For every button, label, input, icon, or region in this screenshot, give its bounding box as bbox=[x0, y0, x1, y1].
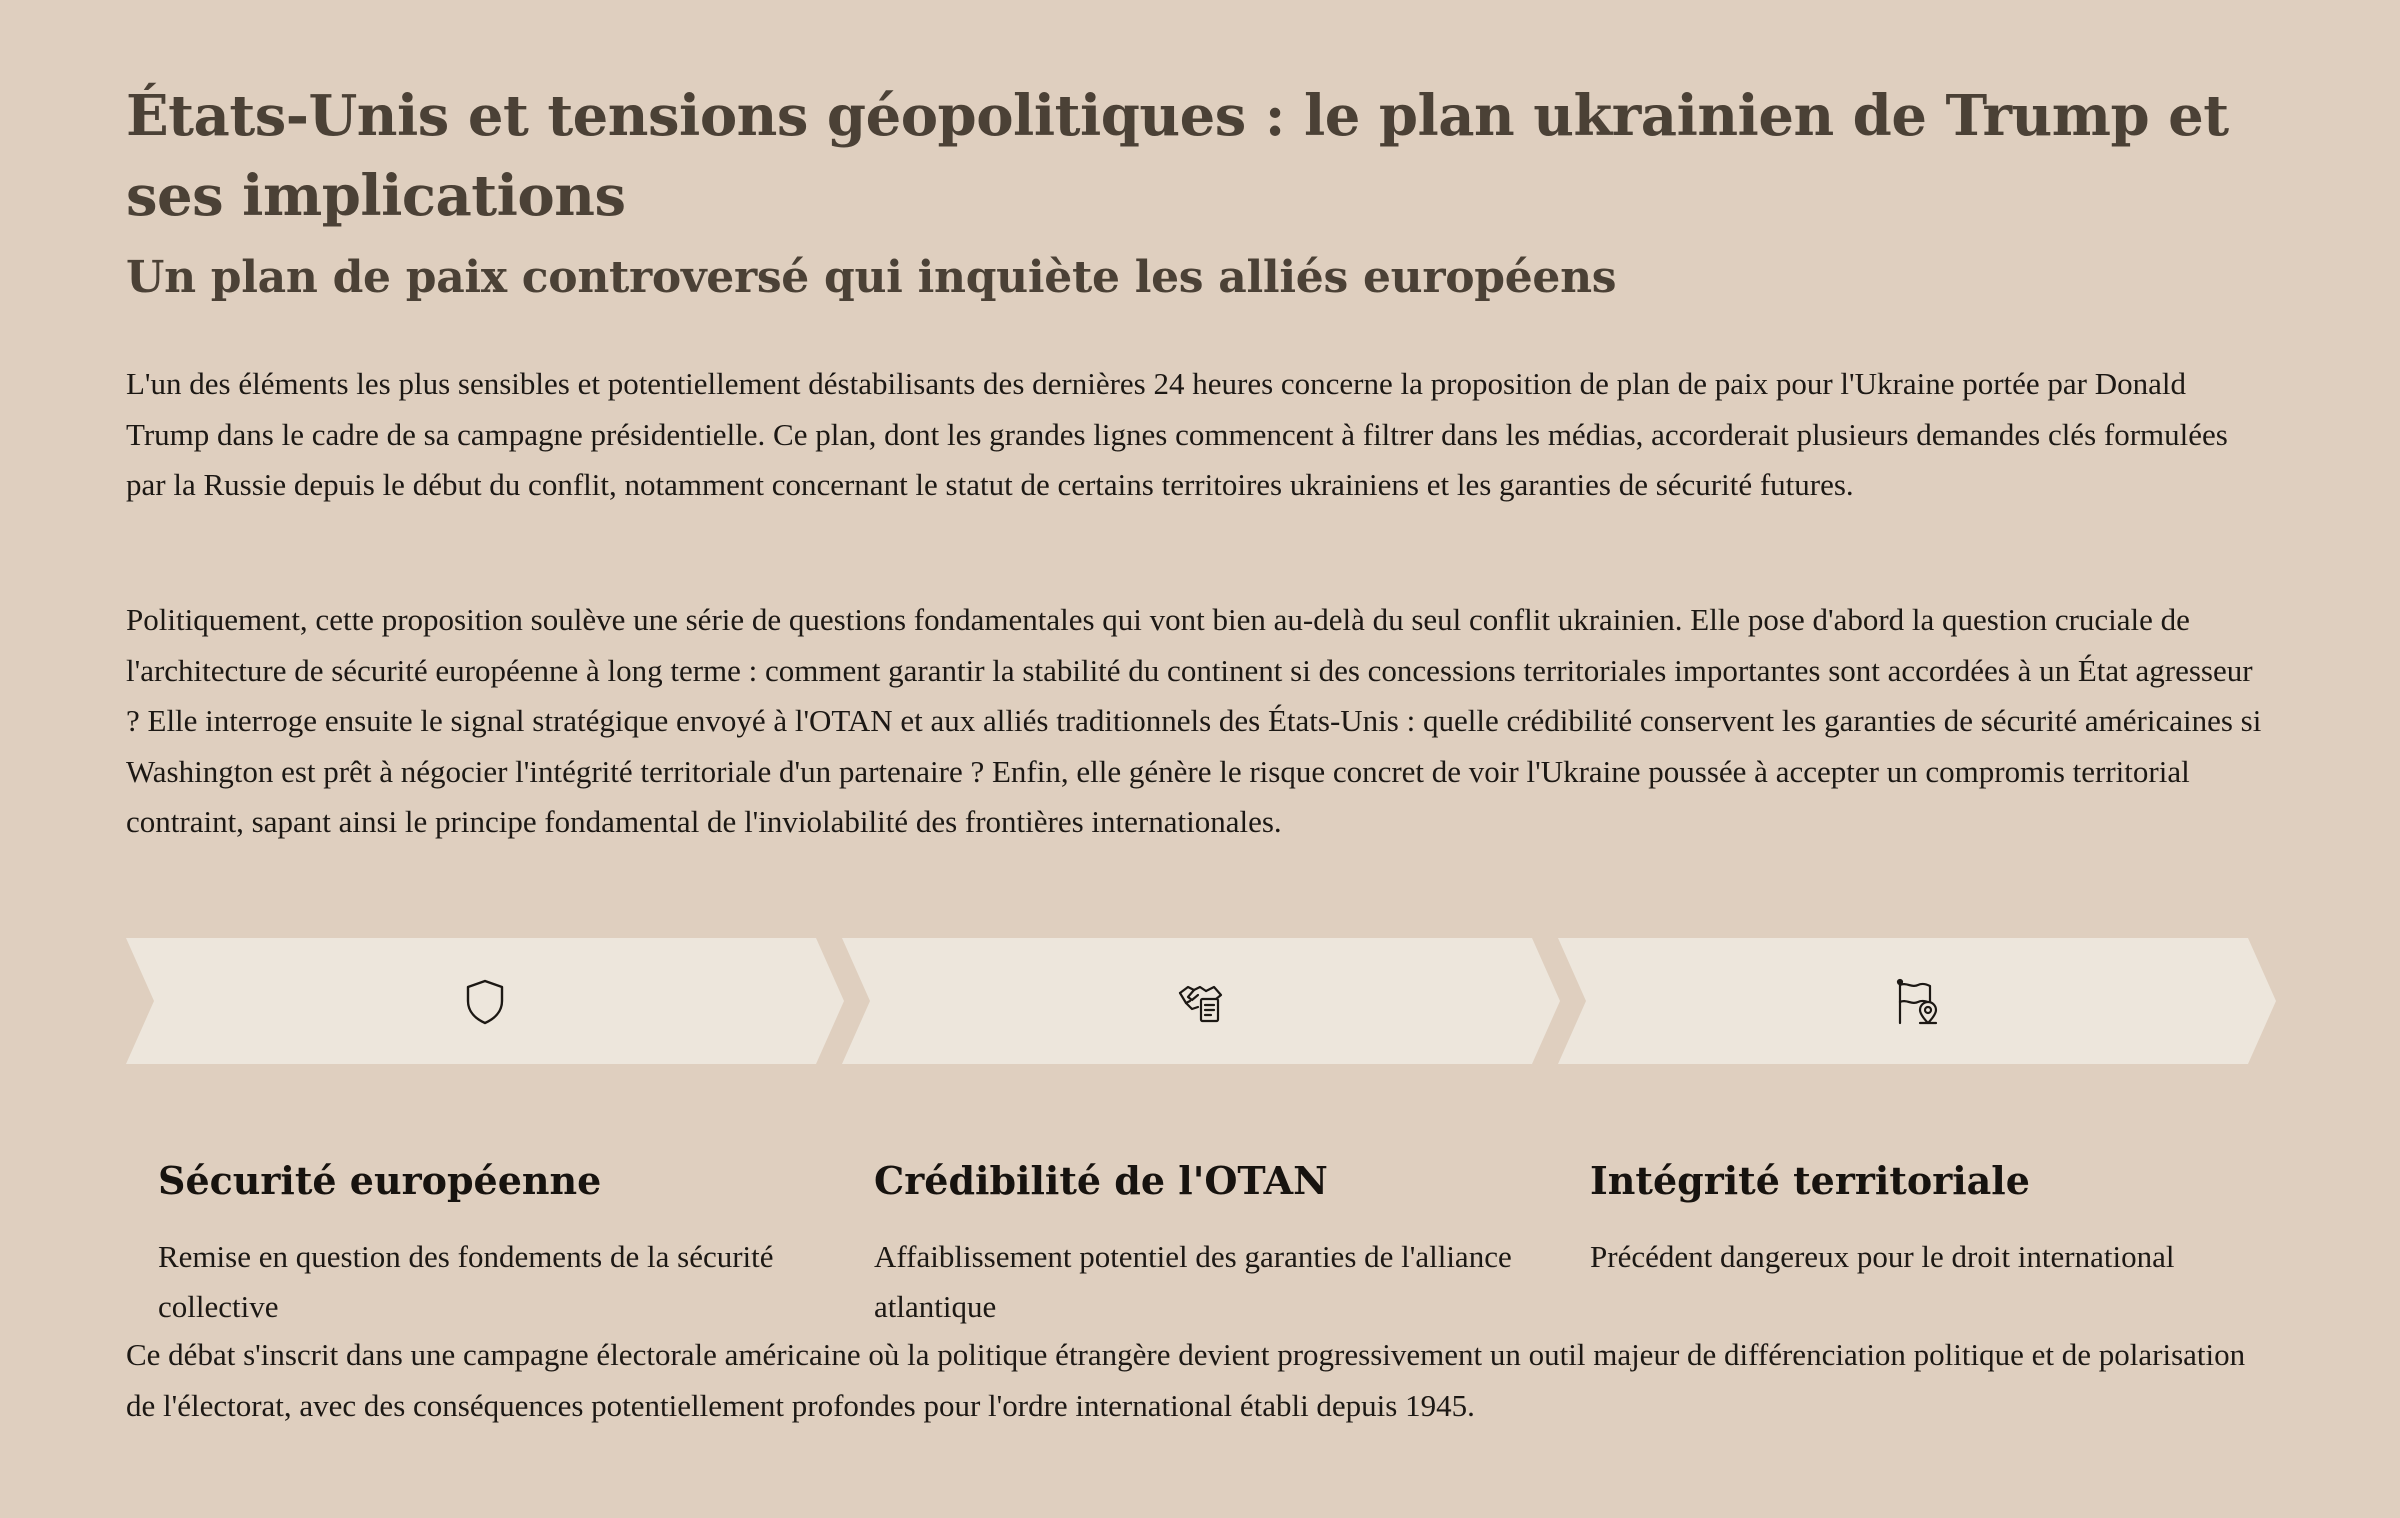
step-description: Précédent dangereux pour le droit international bbox=[1590, 1239, 2175, 1274]
step-title: Crédibilité de l'OTAN bbox=[874, 1158, 1328, 1203]
step-description: Remise en question des fondements de la sécurité collective bbox=[158, 1239, 774, 1324]
paragraph-intro: L'un des éléments les plus sensibles et potentiellement déstabilisants des dernières 24 heures concerne la proposition de plan de paix pour l'Ukraine portée par Donald Trump dans le cadre de sa campagne présidentielle. Ce plan, dont les grandes lignes commencent à filtrer dans les médias, accorderait plusieurs demandes clés formulées par la Russie depuis le début du conflit, notamment concernant le statut de certains territoires ukrainiens et les garanties de sécurité futures. bbox=[126, 366, 2228, 502]
step-title: Sécurité européenne bbox=[158, 1158, 602, 1203]
implications-process bbox=[126, 938, 2274, 1338]
step-description: Affaiblissement potentiel des garanties de l'alliance atlantique bbox=[874, 1239, 1512, 1324]
handshake-document-icon bbox=[1176, 977, 1226, 1027]
shield-icon bbox=[460, 977, 510, 1027]
page-title: États-Unis et tensions géopolitiques : le plan ukrainien de Trump et ses implications bbox=[126, 83, 2229, 229]
page-subtitle: Un plan de paix controversé qui inquiète les alliés européens bbox=[126, 252, 1617, 303]
article bbox=[126, 76, 2274, 1423]
step-title: Intégrité territoriale bbox=[1590, 1158, 2030, 1203]
paragraph-conclusion: Ce débat s'inscrit dans une campagne électorale américaine où la politique étrangère devient progressivement un outil majeur de différenciation politique et de polarisation de l'électorat, avec des conséquences potentiellement profondes pour l'ordre international établi depuis 1945. bbox=[126, 1337, 2246, 1423]
flag-location-icon bbox=[1892, 977, 1942, 1027]
paragraph-analysis: Politiquement, cette proposition soulève une série de questions fondamentales qui vont bien au-delà du seul conflit ukrainien. Elle pose d'abord la question cruciale de l'architecture de sécurité européenne à long terme : comment garantir la stabilité du continent si des concessions territoriales importantes sont accordées à un État agresseur ? Elle interroge ensuite le signal stratégique envoyé à l'OTAN et aux alliés traditionnels des États-Unis : quelle crédibilité conservent les garanties de sécurité américaines si Washington est prêt à négocier l'intégrité territoriale d'un partenaire ? Enfin, elle génère le risque concret de voir l'Ukraine poussée à accepter un compromis territorial contraint, sapant ainsi le principe fondamental de l'inviolabilité des frontières internationales. bbox=[126, 602, 2262, 839]
